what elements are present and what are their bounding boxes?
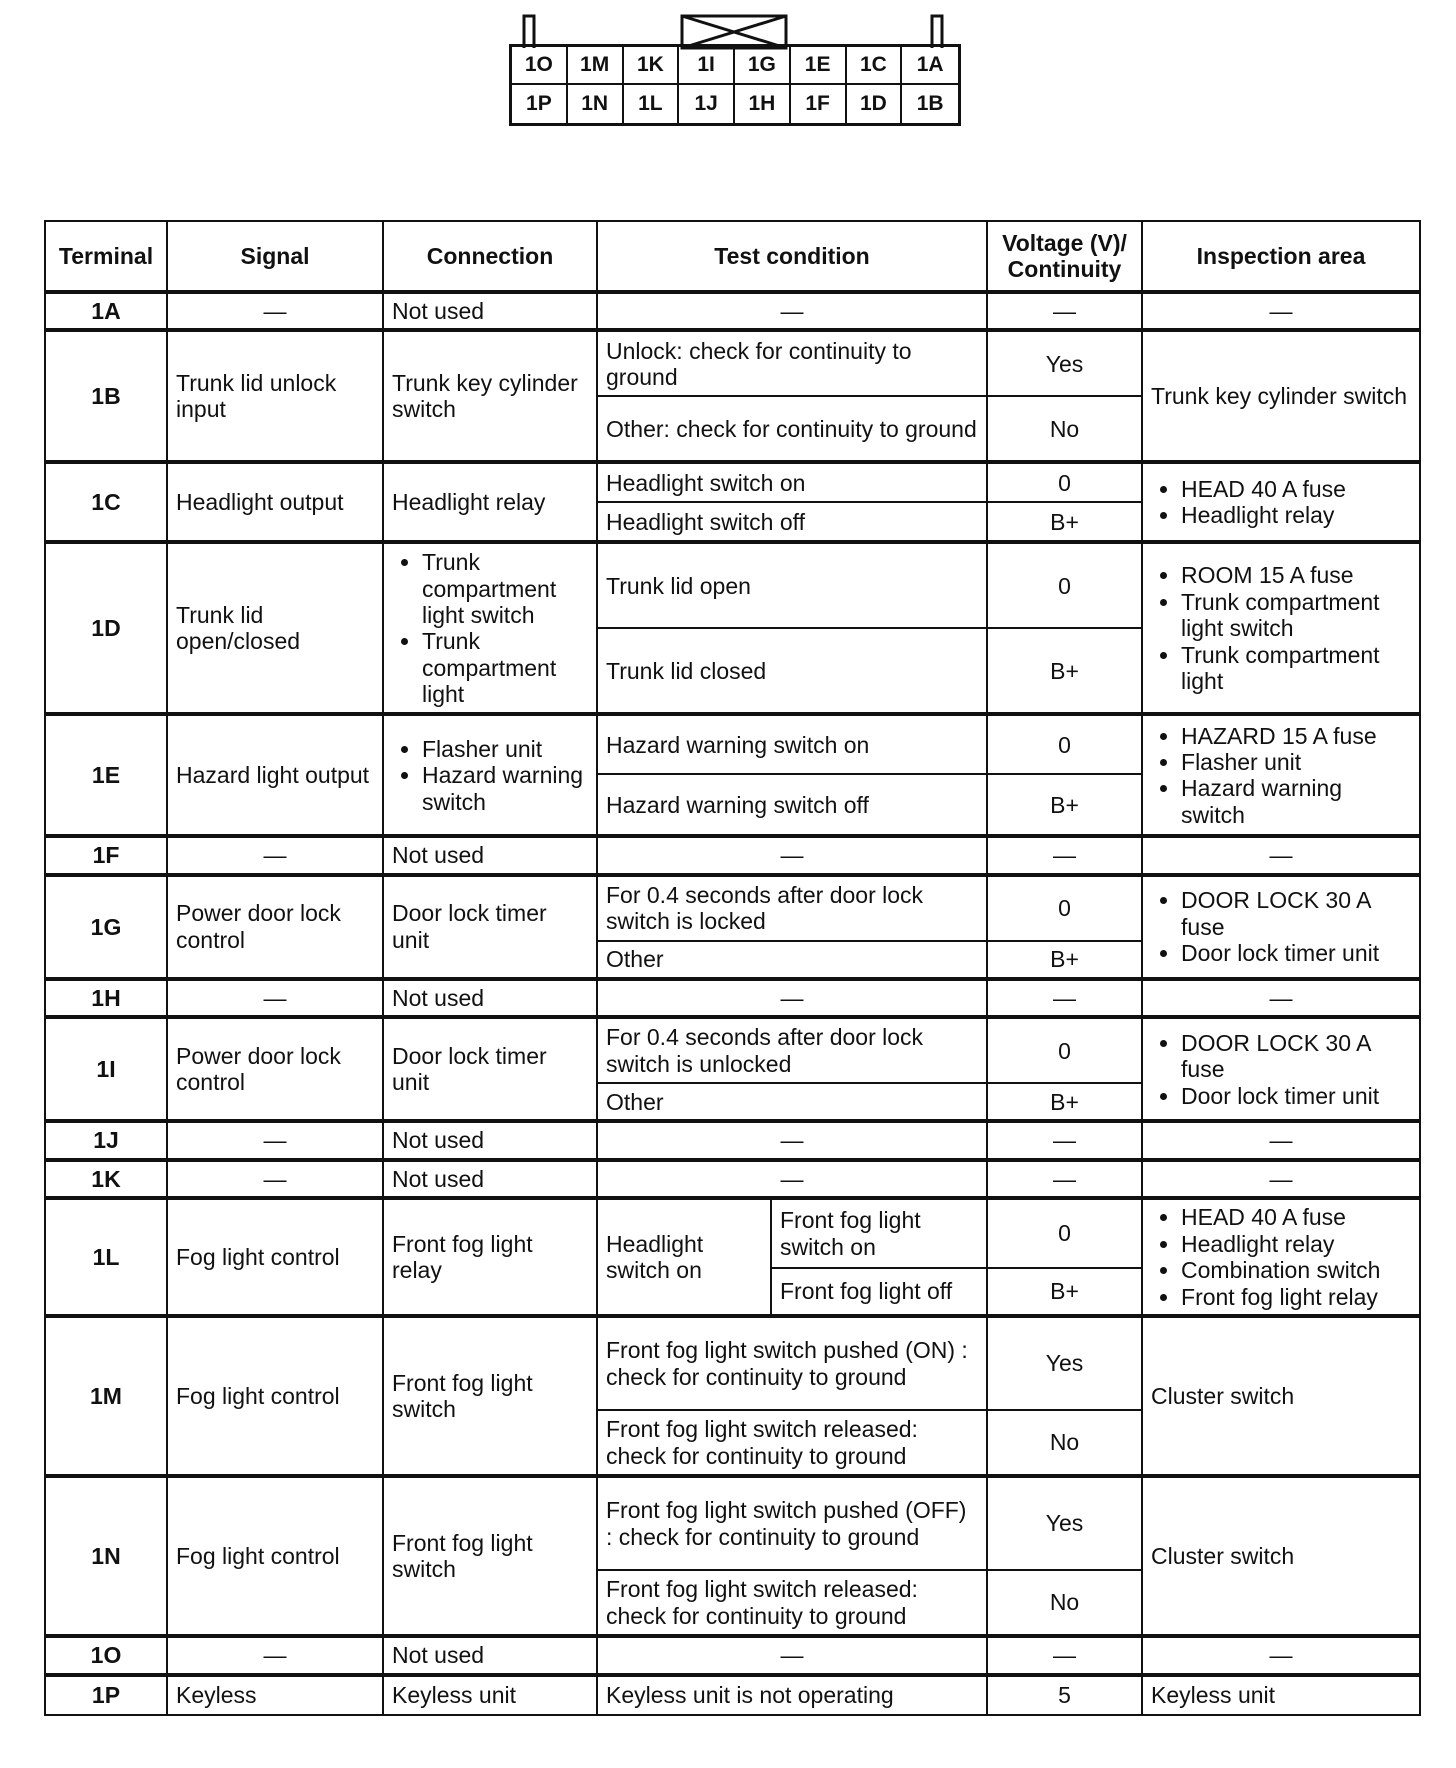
header-inspection-area: Inspection area [1142,221,1420,292]
inspection-area-list [1151,887,1411,966]
inspection-area-cell: Cluster switch [1142,1476,1420,1636]
inspection-area-cell [1142,1198,1420,1316]
header-connection: Connection [383,221,597,292]
value-cell: No [987,396,1142,462]
list-item: • Trunk compartment light switch [1181,589,1411,642]
signal-cell: — [167,292,383,330]
table-row [45,1636,1420,1674]
value-cell: Yes [987,1476,1142,1570]
list-item: • Front fog light relay [1181,1284,1411,1310]
test-condition-cell: Unlock: check for continuity to ground [597,330,987,396]
table-row [45,875,1420,941]
header-test-condition: Test condition [597,221,987,292]
pin-1P: 1P [512,85,568,123]
list-item: • HEAD 40 A fuse [1181,1204,1411,1230]
test-condition-cell: Front fog light switch pushed (OFF) : check for continuity to ground [597,1476,987,1570]
table-row [45,1198,1420,1268]
table-row [45,292,1420,330]
list-item: • Flasher unit [422,736,588,762]
test-condition-main-cell: Headlight switch on [597,1198,771,1316]
value-cell: 0 [987,1198,1142,1268]
connection-cell [383,714,597,836]
signal-cell: — [167,836,383,874]
list-item: • DOOR LOCK 30 A fuse [1181,887,1411,940]
inspection-area-cell [1142,1017,1420,1121]
value-cell: Yes [987,1316,1142,1410]
signal-cell: Power door lock control [167,1017,383,1121]
test-condition-cell: Other: check for continuity to ground [597,396,987,462]
pin-1M: 1M [568,47,624,85]
table-row [45,1121,1420,1159]
connection-cell [383,542,597,714]
test-condition-cell: Headlight switch on [597,462,987,502]
terminal-cell: 1F [45,836,167,874]
list-item: • HAZARD 15 A fuse [1181,723,1411,749]
value-cell: — [987,1121,1142,1159]
inspection-area-list [1151,723,1411,829]
connector-diagram [506,12,966,132]
signal-cell: Trunk lid open/closed [167,542,383,714]
table-row [45,1316,1420,1410]
signal-cell: Hazard light output [167,714,383,836]
table-row [45,836,1420,874]
list-item: • HEAD 40 A fuse [1181,476,1411,502]
inspection-area-list [1151,1204,1411,1310]
test-condition-cell: — [597,1636,987,1674]
connection-cell: Not used [383,979,597,1017]
signal-cell: — [167,1160,383,1198]
connection-cell: Not used [383,1121,597,1159]
test-condition-cell: Front fog light switch on [771,1198,987,1268]
value-cell: B+ [987,774,1142,836]
signal-cell: — [167,1636,383,1674]
connection-cell: Not used [383,1160,597,1198]
value-cell: — [987,979,1142,1017]
connection-cell: Not used [383,1636,597,1674]
terminal-cell: 1K [45,1160,167,1198]
pin-1C: 1C [847,47,903,85]
test-condition-cell: Front fog light off [771,1268,987,1316]
test-condition-cell: Headlight switch off [597,502,987,542]
list-item: • Flasher unit [1181,749,1411,775]
header-signal: Signal [167,221,383,292]
connection-list [392,736,588,815]
pin-1D: 1D [847,85,903,123]
terminal-cell: 1N [45,1476,167,1636]
list-item: • Headlight relay [1181,502,1411,528]
connection-cell: Front fog light switch [383,1476,597,1636]
inspection-area-cell: — [1142,1160,1420,1198]
terminal-cell: 1J [45,1121,167,1159]
signal-cell: Trunk lid unlock input [167,330,383,462]
pin-1E: 1E [791,47,847,85]
inspection-area-cell: Cluster switch [1142,1316,1420,1476]
terminal-cell: 1H [45,979,167,1017]
table-row [45,1476,1420,1570]
test-condition-cell: Other [597,1083,987,1121]
terminal-cell: 1G [45,875,167,979]
test-condition-cell: Keyless unit is not operating [597,1675,987,1715]
connection-cell: Trunk key cylinder switch [383,330,597,462]
pin-1B: 1B [916,92,944,115]
signal-cell: Keyless [167,1675,383,1715]
inspection-area-list [1151,476,1411,529]
pin-1G: 1G [735,47,791,85]
value-cell: — [987,836,1142,874]
value-cell: B+ [987,502,1142,542]
terminal-cell: 1I [45,1017,167,1121]
connection-cell: Not used [383,292,597,330]
signal-cell: — [167,979,383,1017]
signal-cell: — [167,1121,383,1159]
terminal-cell: 1L [45,1198,167,1316]
value-cell: B+ [987,628,1142,714]
pin-1H: 1H [735,85,791,123]
value-cell: 0 [987,1017,1142,1083]
test-condition-cell: For 0.4 seconds after door lock switch is unlocked [597,1017,987,1083]
inspection-area-cell: Keyless unit [1142,1675,1420,1715]
connection-cell: Headlight relay [383,462,597,542]
signal-cell: Fog light control [167,1476,383,1636]
table-row [45,1675,1420,1715]
table-row [45,714,1420,774]
table-row [45,1017,1420,1083]
connection-list [392,549,588,708]
test-condition-cell: For 0.4 seconds after door lock switch is locked [597,875,987,941]
list-item: • Combination switch [1181,1257,1411,1283]
pin-1K: 1K [624,47,680,85]
terminal-cell: 1E [45,714,167,836]
value-cell: — [987,292,1142,330]
test-condition-cell: — [597,1121,987,1159]
value-cell: B+ [987,941,1142,979]
list-item: • Trunk compartment light switch [422,549,588,628]
value-cell: B+ [987,1083,1142,1121]
test-condition-cell: Trunk lid closed [597,628,987,714]
terminal-cell: 1B [45,330,167,462]
list-item: • Hazard warning switch [422,762,588,815]
connection-cell: Front fog light relay [383,1198,597,1316]
test-condition-cell: — [597,1160,987,1198]
table-header-row [45,221,1420,292]
list-item: • Hazard warning switch [1181,775,1411,828]
connection-cell: Keyless unit [383,1675,597,1715]
pin-1L: 1L [624,85,680,123]
connection-cell: Front fog light switch [383,1316,597,1476]
signal-cell: Fog light control [167,1198,383,1316]
list-item: • DOOR LOCK 30 A fuse [1181,1030,1411,1083]
pin-1I: 1I [679,47,735,85]
inspection-area-list [1151,1030,1411,1109]
test-condition-cell: Hazard warning switch off [597,774,987,836]
test-condition-cell: Front fog light switch pushed (ON) : check for continuity to ground [597,1316,987,1410]
value-cell: 0 [987,542,1142,628]
inspection-area-cell: Trunk key cylinder switch [1142,330,1420,462]
pin-1A: 1A [902,47,958,85]
list-item: • ROOM 15 A fuse [1181,562,1411,588]
test-condition-cell: Hazard warning switch on [597,714,987,774]
value-cell: Yes [987,330,1142,396]
header-terminal: Terminal [45,221,167,292]
test-condition-cell: Other [597,941,987,979]
list-item: • Trunk compartment light [1181,642,1411,695]
table-row [45,979,1420,1017]
test-condition-cell: — [597,979,987,1017]
value-cell: 0 [987,875,1142,941]
list-item: • Door lock timer unit [1181,1083,1411,1109]
inspection-area-cell [1142,875,1420,979]
pin-1N: 1N [568,85,624,123]
test-condition-cell: Front fog light switch released: check for continuity to ground [597,1410,987,1476]
inspection-area-cell: — [1142,836,1420,874]
table-row [45,542,1420,628]
signal-cell: Power door lock control [167,875,383,979]
list-item: • Trunk compartment light [422,628,588,707]
terminal-table [44,220,1421,1716]
connector-pin-grid [509,44,961,126]
value-cell: 0 [987,462,1142,502]
inspection-area-cell: — [1142,979,1420,1017]
terminal-cell: 1C [45,462,167,542]
value-cell: — [987,1160,1142,1198]
connection-cell: Door lock timer unit [383,875,597,979]
connection-cell: Door lock timer unit [383,1017,597,1121]
terminal-cell: 1D [45,542,167,714]
inspection-area-cell [1142,542,1420,714]
inspection-area-cell [1142,714,1420,836]
table-row [45,330,1420,396]
inspection-area-cell: — [1142,1121,1420,1159]
pin-1F: 1F [791,85,847,123]
inspection-area-cell: — [1142,1636,1420,1674]
inspection-area-list [1151,562,1411,694]
terminal-cell: 1A [45,292,167,330]
pin-1O: 1O [512,47,568,85]
inspection-area-cell [1142,462,1420,542]
value-cell: 0 [987,714,1142,774]
inspection-area-cell: — [1142,292,1420,330]
test-condition-cell: Trunk lid open [597,542,987,628]
table-row [45,1160,1420,1198]
header-voltage-continuity: Voltage (V)/ Continuity [987,221,1142,292]
test-condition-cell: Front fog light switch released: check for continuity to ground [597,1570,987,1636]
value-cell: No [987,1570,1142,1636]
value-cell: B+ [987,1268,1142,1316]
terminal-cell: 1O [45,1636,167,1674]
connection-cell: Not used [383,836,597,874]
terminal-cell: 1M [45,1316,167,1476]
test-condition-cell: — [597,836,987,874]
list-item: • Headlight relay [1181,1231,1411,1257]
test-condition-cell: — [597,292,987,330]
pin-1J: 1J [679,85,735,123]
signal-cell: Headlight output [167,462,383,542]
value-cell: 5 [987,1675,1142,1715]
terminal-cell: 1P [45,1675,167,1715]
signal-cell: Fog light control [167,1316,383,1476]
table-row [45,462,1420,502]
value-cell: No [987,1410,1142,1476]
list-item: • Door lock timer unit [1181,940,1411,966]
value-cell: — [987,1636,1142,1674]
